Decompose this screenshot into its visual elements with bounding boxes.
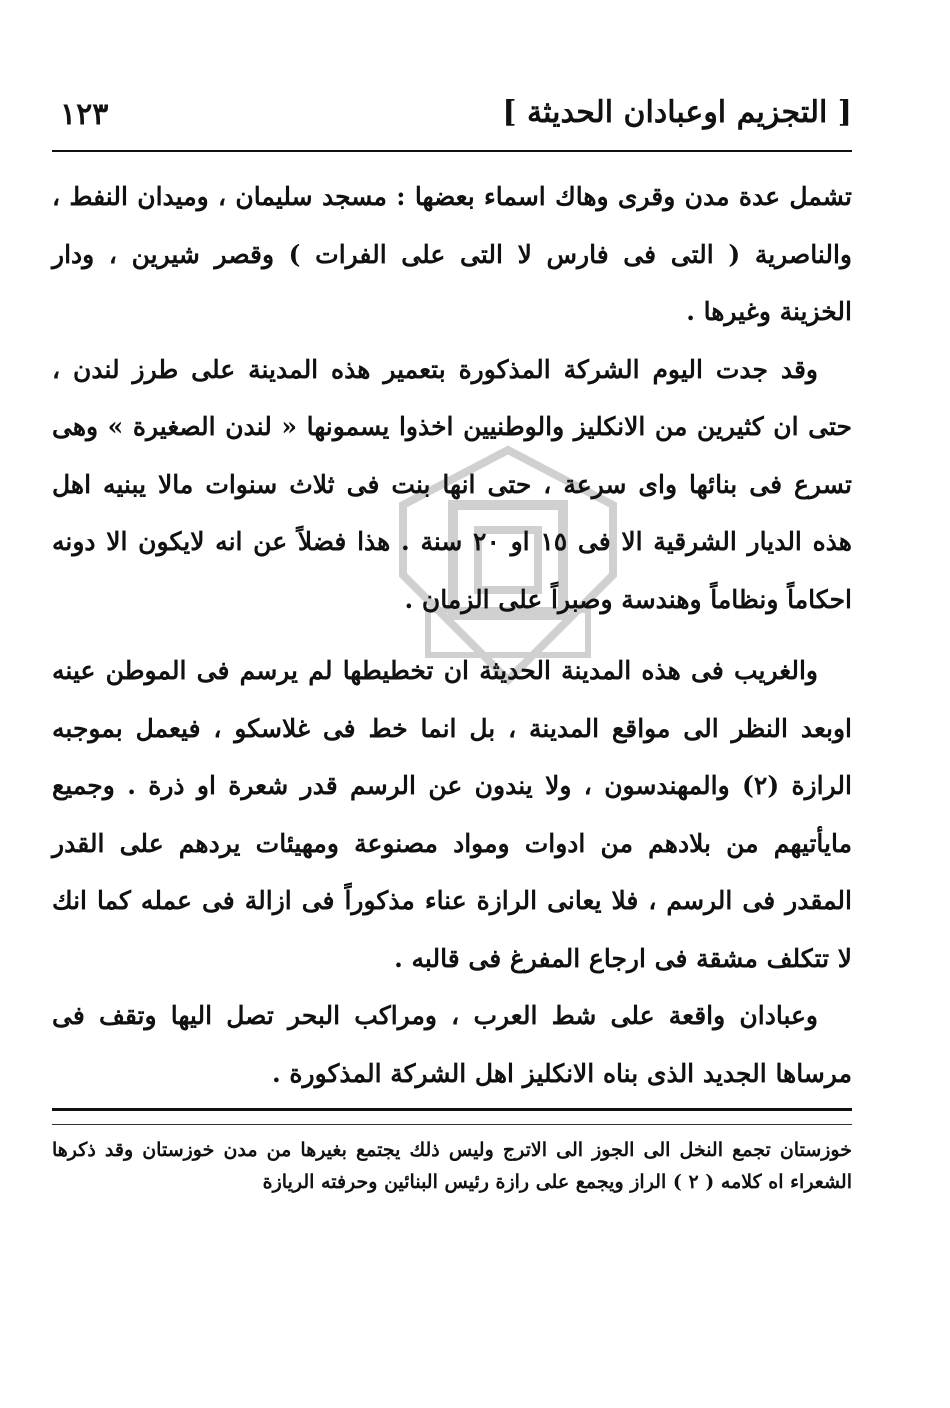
page-header — [52, 95, 852, 147]
paragraph-2: وقد جدت اليوم الشركة المذكورة بتعمير هذه المدينة على طرز لندن ، حتى ان كثيرين من الانكليز والوطنيين اخذوا يسمونها « لندن الصغيرة » وهى تسرع فى بنائها واى سرعة ، حتى انها بنت فى ثلاث سنوات مالا يبنيه اهل هذه الديار الشرقية الا فى ١٥ او ٢٠ سنة . هذا فضلاً عن انه لايكون الا دونه احكاماً ونظاماً وهندسة وصبراً على الزمان . — [52, 354, 852, 614]
footnote-divider — [52, 1108, 852, 1111]
page-number: ١٢٣ — [60, 97, 109, 132]
paragraph-1: تشمل عدة مدن وقرى وهاك اسماء بعضها : مسجد سليمان ، وميدان النفط ، والناصرية ( التى فى فارس لا التى على الفرات ) وقصر شيرين ، ودار الخزينة وغيرها . — [52, 182, 853, 326]
paragraph-4: وعبادان واقعة على شط العرب ، ومراكب البحر تصل اليها وتقف فى مرساها الجديد الذى بناه الانكليز اهل الشركة المذكورة . — [52, 1001, 852, 1088]
main-text — [52, 168, 852, 1102]
header-divider — [52, 150, 852, 152]
paragraph-3: والغريب فى هذه المدينة الحديثة ان تخطيطها لم يرسم فى الموطن عينه اوبعد النظر الى مواقع المدينة ، بل انما خط فى غلاسكو ، فيعمل بموجبه الرازة (٢) والمهندسون ، ولا يندون عن الرسم قدر شعرة او ذرة . وجميع مايأتيهم من بلادهم من ادوات ومواد مصنوعة ومهيئات يردهم على القدر المقدر فى الرسم ، فلا يعانى الرازة عناء مذكوراً فى ازالة فى عمله كما انك لا تتكلف مشقة فى ارجاع المفرغ فى قالبه . — [52, 656, 852, 973]
running-title: [ التجزيم اوعبادان الحديثة ] — [502, 95, 852, 130]
footnote-divider-thin — [52, 1124, 852, 1125]
footnotes — [52, 1134, 852, 1198]
footnote-text: خوزستان تجمع النخل الى الجوز الى الاترج وليس ذلك يجتمع بغيرها من مدن خوزستان وقد ذكرها الشعراء اه كلامه ( ٢ ) الراز ويجمع على رازة رئيس البنائين وحرفته الريازة — [52, 1139, 852, 1193]
